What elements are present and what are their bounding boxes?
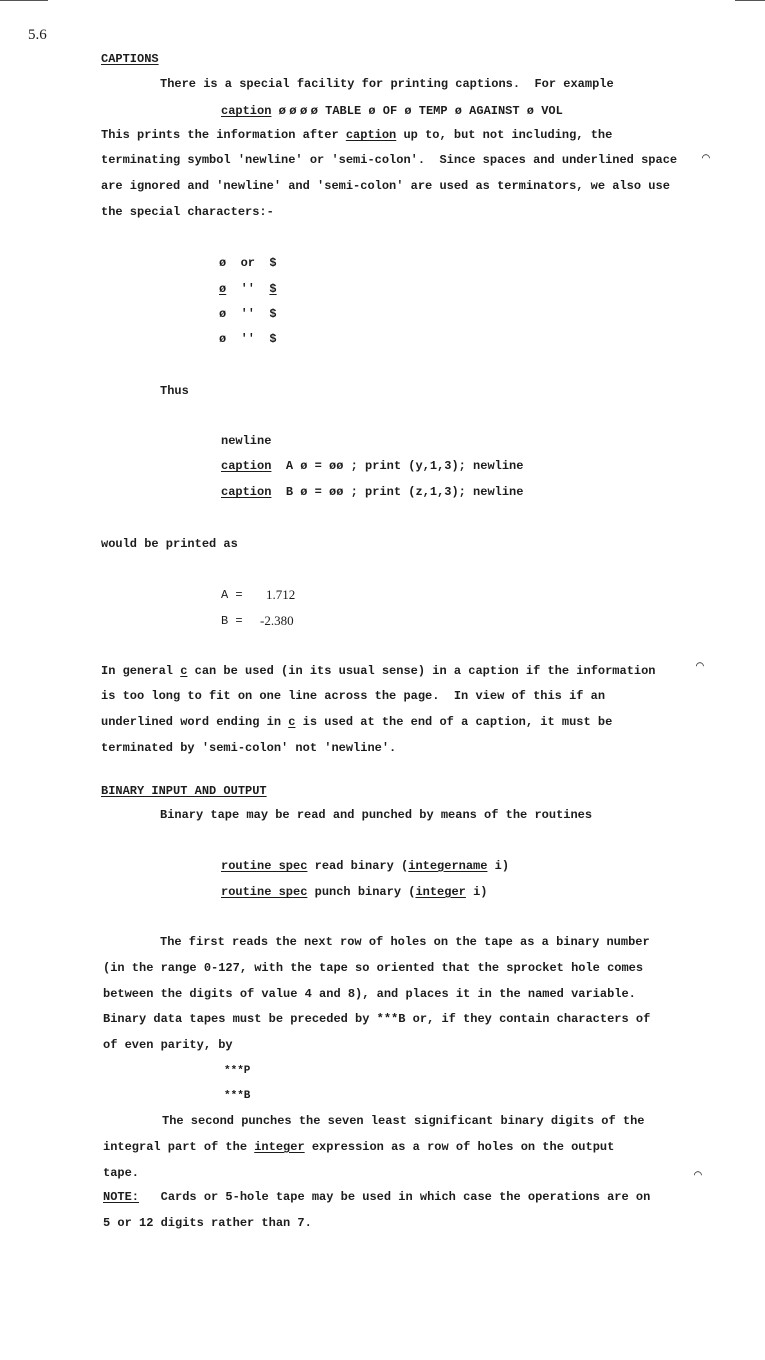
output-value-a: 1.712	[266, 587, 296, 602]
code-line-2: caption A ø = øø ; print (y,1,3); newline	[221, 459, 524, 473]
thus-label: Thus	[160, 384, 189, 398]
captions-heading: CAPTIONS	[101, 52, 159, 66]
binary-para2-line-3: tape.	[103, 1166, 140, 1180]
top-edge-rule	[0, 0, 48, 1]
note-line-2: 5 or 12 digits rather than 7.	[103, 1216, 312, 1230]
general-line-1: In general c can be used (in its usual sense) in a caption if the information	[101, 664, 656, 678]
captions-para-line-3: are ignored and 'newline' and 'semi-colon' are used as terminators, we also use	[101, 179, 670, 193]
margin-mark: ⌒	[702, 150, 710, 165]
general-line-4: terminated by 'semi-colon' not 'newline'.	[101, 741, 397, 755]
binary-para2-line-2: integral part of the integer expression as a row of holes on the output	[103, 1140, 615, 1154]
caption-example: caption ø ø ø ø TABLE ø OF ø TEMP ø AGAINST ø VOL	[221, 103, 563, 118]
binary-para1-line-3: between the digits of value 4 and 8), and places it in the named variable.	[103, 987, 636, 1001]
output-label-a: A =	[221, 588, 243, 602]
code-line-3: caption B ø = øø ; print (z,1,3); newline	[221, 485, 524, 499]
routine-spec-punch: routine spec punch binary (integer i)	[221, 885, 488, 899]
special-char-row-2: ø '' $	[219, 282, 277, 296]
would-print-label: would be printed as	[101, 537, 238, 551]
special-char-row-3: ø '' $	[219, 307, 277, 321]
special-char-row-1: ø or $	[219, 256, 277, 270]
code-line-1: newline	[221, 434, 272, 448]
general-line-2: is too long to fit on one line across the page. In view of this if an	[101, 689, 606, 703]
top-edge-rule-right	[735, 0, 765, 1]
captions-para-line-1: This prints the information after caption up to, but not including, the	[101, 128, 613, 142]
marker-b: ***B	[224, 1090, 251, 1102]
binary-intro: Binary tape may be read and punched by means of the routines	[160, 808, 593, 822]
captions-intro: There is a special facility for printing captions. For example	[160, 77, 614, 91]
margin-mark: ⌒	[696, 658, 704, 673]
binary-para2-line-1: The second punches the seven least significant binary digits of the	[162, 1114, 645, 1128]
captions-para-line-4: the special characters:-	[101, 205, 274, 219]
binary-para1-line-1: The first reads the next row of holes on the tape as a binary number	[160, 935, 650, 949]
output-value-b: -2.380	[260, 613, 294, 628]
general-line-3: underlined word ending in c is used at the end of a caption, it must be	[101, 715, 613, 729]
binary-para1-line-5: of even parity, by	[103, 1038, 233, 1052]
special-char-row-4: ø '' $	[219, 332, 277, 346]
binary-heading: BINARY INPUT AND OUTPUT	[101, 784, 267, 798]
note-line-1: NOTE: Cards or 5-hole tape may be used in which case the operations are on	[103, 1190, 651, 1204]
routine-spec-read: routine spec read binary (integername i)	[221, 859, 510, 873]
marker-p: ***P	[224, 1065, 251, 1077]
output-label-b: B =	[221, 614, 243, 628]
page-number: 5.6	[28, 27, 47, 43]
captions-para-line-2: terminating symbol 'newline' or 'semi-colon'. Since spaces and underlined space	[101, 153, 678, 167]
binary-para1-line-4: Binary data tapes must be preceded by ***B or, if they contain characters of	[103, 1012, 651, 1026]
margin-mark: ⌒	[694, 1167, 702, 1182]
binary-para1-line-2: (in the range 0-127, with the tape so oriented that the sprocket hole comes	[103, 961, 644, 975]
